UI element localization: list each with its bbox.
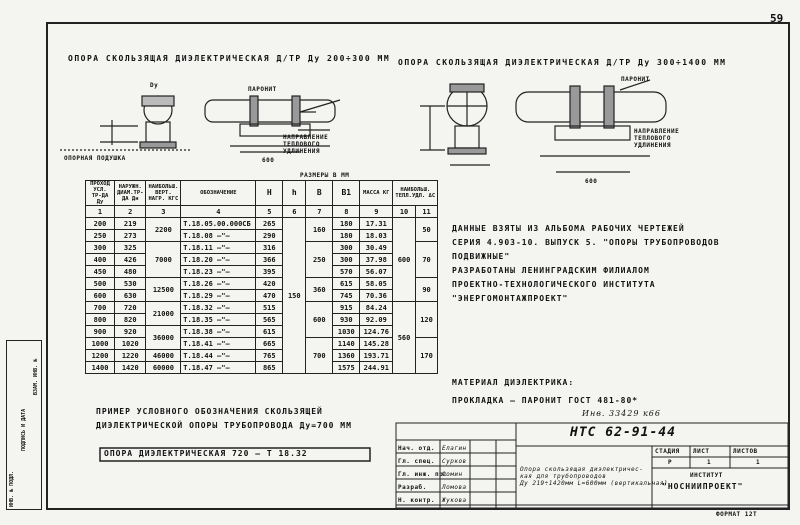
stamp-role: Гл. спец. xyxy=(398,458,436,465)
stamp-col-stage: СТАДИЯ xyxy=(655,448,680,455)
table-cell: 600 xyxy=(86,290,115,302)
table-cell: 70.36 xyxy=(360,290,393,302)
table-cell: 150 xyxy=(283,218,306,374)
right-drawing-title: ОПОРА СКОЛЬЗЯЩАЯ ДИЭЛЕКТРИЧЕСКАЯ Д/ТР Ду 300÷1400 ММ xyxy=(398,58,727,67)
table-cell: 800 xyxy=(86,314,115,326)
left-sidebar-stamp xyxy=(6,340,42,510)
table-cell: 1200 xyxy=(86,350,115,362)
table-cell: 250 xyxy=(86,230,115,242)
table-row xyxy=(86,314,438,326)
th-B: B xyxy=(306,181,333,206)
table-cell: 630 xyxy=(115,290,146,302)
material-value: ПРОКЛАДКА — ПАРОНИТ ГОСТ 481-80* xyxy=(452,396,639,405)
table-cell: 366 xyxy=(256,254,283,266)
stamp-name: Ломова xyxy=(442,484,467,491)
table-cell: 1020 xyxy=(115,338,146,350)
table-cell: 1030 xyxy=(333,326,360,338)
left-pipe-side xyxy=(205,100,335,122)
table-row xyxy=(86,242,438,254)
table-cell: Т.18.20 —"— xyxy=(181,254,256,266)
table-row xyxy=(86,266,438,278)
table-row xyxy=(86,254,438,266)
page-number: 59 xyxy=(770,12,784,25)
stamp-desc-line: Опора скользящая диэлектричес- xyxy=(520,466,644,473)
table-cell: 50 xyxy=(415,218,438,242)
left-dim-600: 600 xyxy=(262,157,275,164)
left-dim-dy: Dy xyxy=(150,82,159,89)
table-cell: 92.09 xyxy=(360,314,393,326)
handwritten-reference: Инв. 33429 к66 xyxy=(582,409,661,418)
table-cell: 193.71 xyxy=(360,350,393,362)
col-num: 10 xyxy=(393,206,416,218)
note-line: ПРОЕКТНО-ТЕХНОЛОГИЧЕСКОГО ИНСТИТУТА xyxy=(452,280,656,289)
table-cell: Т.18.08 —"— xyxy=(181,230,256,242)
table-cell: 745 xyxy=(333,290,360,302)
example-line-1: ПРИМЕР УСЛОВНОГО ОБОЗНАЧЕНИЯ СКОЛЬЗЯЩЕЙ xyxy=(96,407,323,416)
table-cell: 930 xyxy=(333,314,360,326)
table-cell: 325 xyxy=(115,242,146,254)
table-cell: 273 xyxy=(115,230,146,242)
th-B1: B1 xyxy=(333,181,360,206)
table-cell: 915 xyxy=(333,302,360,314)
stamp-desc-line: кая для трубопроводов xyxy=(520,473,607,480)
stamp-desc-line: Ду 219÷1420мм L=600мм (вертикальная) xyxy=(520,480,669,487)
th-load: НАИБОЛЬШ. ВЕРТ. НАГР. КГС xyxy=(146,181,181,206)
table-cell: 17.31 xyxy=(360,218,393,230)
col-num: 1 xyxy=(86,206,115,218)
table-cell: 7000 xyxy=(146,242,181,278)
table-cell: 180 xyxy=(333,230,360,242)
table-cell: 90 xyxy=(415,278,438,302)
table-row xyxy=(86,218,438,230)
table-cell: Т.18.05.00.000СБ xyxy=(181,218,256,230)
table-row xyxy=(86,362,438,374)
table-cell: Т.18.32 —"— xyxy=(181,302,256,314)
table-cell: 265 xyxy=(256,218,283,230)
table-cell: 420 xyxy=(256,278,283,290)
stamp-col-sheets: ЛИСТОВ xyxy=(733,448,758,455)
table-cell: 145.28 xyxy=(360,338,393,350)
table-cell: 450 xyxy=(86,266,115,278)
stamp-names xyxy=(442,442,467,507)
stamp-name: Фомин xyxy=(442,471,463,478)
material-title: МАТЕРИАЛ ДИЭЛЕКТРИКА: xyxy=(452,378,575,387)
table-cell: 219 xyxy=(115,218,146,230)
left-direction-label: НАПРАВЛЕНИЕ ТЕПЛОВОГО УДЛИНЕНИЯ xyxy=(283,134,329,155)
table-cell: 560 xyxy=(393,302,416,374)
stamp-sheets: 1 xyxy=(756,459,761,466)
col-num: 6 xyxy=(283,206,306,218)
table-cell: 300 xyxy=(333,254,360,266)
table-cell: 244.91 xyxy=(360,362,393,374)
table-cell: 1420 xyxy=(115,362,146,374)
stamp-role: Разраб. xyxy=(398,484,427,491)
stamp-col-sheet: ЛИСТ xyxy=(693,448,710,455)
table-cell: 18.03 xyxy=(360,230,393,242)
table-cell: 58.05 xyxy=(360,278,393,290)
table-cell: 120 xyxy=(415,302,438,338)
table-body xyxy=(86,218,438,374)
col-num: 2 xyxy=(115,206,146,218)
table-cell: 160 xyxy=(306,218,333,242)
table-cell: 250 xyxy=(306,242,333,278)
col-num: 9 xyxy=(360,206,393,218)
table-cell: 500 xyxy=(86,278,115,290)
table-cell: 12500 xyxy=(146,278,181,302)
stamp-role: Н. контр. xyxy=(398,497,436,504)
left-drawing-title: ОПОРА СКОЛЬЗЯЩАЯ ДИЭЛЕКТРИЧЕСКАЯ Д/ТР Ду 200÷300 ММ xyxy=(68,54,391,63)
table-cell: Т.18.29 —"— xyxy=(181,290,256,302)
table-cell: 600 xyxy=(306,302,333,338)
table-cell: 570 xyxy=(333,266,360,278)
table-cell: 37.98 xyxy=(360,254,393,266)
table-cell: 900 xyxy=(86,326,115,338)
table-cell: 56.07 xyxy=(360,266,393,278)
note-line: ДАННЫЕ ВЗЯТЫ ИЗ АЛЬБОМА РАБОЧИХ ЧЕРТЕЖЕЙ xyxy=(452,224,685,233)
note-line: СЕРИЯ 4.903-10. ВЫПУСК 5. "ОПОРЫ ТРУБОПРОВОДОВ xyxy=(452,238,720,247)
table-cell: 1360 xyxy=(333,350,360,362)
col-num: 5 xyxy=(256,206,283,218)
table-cell: 290 xyxy=(256,230,283,242)
stamp-roles xyxy=(398,442,447,507)
left-paronit-label: ПАРОНИТ xyxy=(248,86,277,93)
stamp-name: Сурков xyxy=(442,458,467,465)
table-cell: 1220 xyxy=(115,350,146,362)
table-row xyxy=(86,338,438,350)
table-cell: 665 xyxy=(256,338,283,350)
col-num: 7 xyxy=(306,206,333,218)
table-cell: 395 xyxy=(256,266,283,278)
table-cell: 600 xyxy=(393,218,416,302)
table-cell: 470 xyxy=(256,290,283,302)
table-cell: 360 xyxy=(306,278,333,302)
table-cell: 180 xyxy=(333,218,360,230)
table-cell: Т.18.11 —"— xyxy=(181,242,256,254)
table-cell: Т.18.35 —"— xyxy=(181,314,256,326)
stamp-institute-label: ИНСТИТУТ xyxy=(690,472,723,479)
th-dy: ПРОХОД УСЛ. ТР-ДА Ду xyxy=(86,181,115,206)
th-expansion: НАИБОЛЬШ. ТЕПЛ.УДЛ. ΔС xyxy=(393,181,438,206)
stamp-description xyxy=(520,466,668,487)
specification-table xyxy=(85,180,438,374)
table-cell: 21000 xyxy=(146,302,181,326)
th-h: h xyxy=(283,181,306,206)
table-cell: Т.18.23 —"— xyxy=(181,266,256,278)
table-cell: 765 xyxy=(256,350,283,362)
example-line-2: ДИЭЛЕКТРИЧЕСКОЙ ОПОРЫ ТРУБОПРОВОДА Ду=700 ММ xyxy=(96,421,352,430)
drawing-code: НТС 62-91-44 xyxy=(570,425,676,440)
table-cell: 400 xyxy=(86,254,115,266)
table-cell: 1000 xyxy=(86,338,115,350)
sidebar-label: ПОДПИСЬ И ДАТА xyxy=(21,408,27,451)
col-num: 8 xyxy=(333,206,360,218)
table-cell: 60000 xyxy=(146,362,181,374)
table-cell: 300 xyxy=(333,242,360,254)
note-line: РАЗРАБОТАНЫ ЛЕНИНГРАДСКИМ ФИЛИАЛОМ xyxy=(452,266,650,275)
table-cell: 720 xyxy=(115,302,146,314)
table-row xyxy=(86,302,438,314)
table-sizes-header: РАЗМЕРЫ В ММ xyxy=(300,172,350,179)
table-cell: 46000 xyxy=(146,350,181,362)
table-cell: Т.18.41 —"— xyxy=(181,338,256,350)
table-header-row xyxy=(86,181,438,206)
stamp-sheet: 1 xyxy=(707,459,712,466)
format-label: ФОРМАТ 12Т xyxy=(716,511,758,518)
table-cell: 565 xyxy=(256,314,283,326)
right-dim-600: 600 xyxy=(585,178,598,185)
th-dn: НАРУЖН. ДИАМ.ТР-ДА Дн xyxy=(115,181,146,206)
table-cell: Т.18.44 —"— xyxy=(181,350,256,362)
right-pipe-side xyxy=(516,92,666,122)
stamp-name: Жукова xyxy=(442,497,467,504)
right-paronit-label: ПАРОНИТ xyxy=(621,76,650,83)
table-cell: 480 xyxy=(115,266,146,278)
table-cell: 170 xyxy=(415,338,438,374)
right-direction-label: НАПРАВЛЕНИЕ ТЕПЛОВОГО УДЛИНЕНИЯ xyxy=(634,128,680,149)
table-cell: 30.49 xyxy=(360,242,393,254)
col-num: 11 xyxy=(415,206,438,218)
example-designation: ОПОРА ДИЭЛЕКТРИЧЕСКАЯ 720 — Т 18.32 xyxy=(104,449,308,458)
table-cell: 920 xyxy=(115,326,146,338)
table-cell: 316 xyxy=(256,242,283,254)
table-cell: 1575 xyxy=(333,362,360,374)
table-cell: 700 xyxy=(86,302,115,314)
col-num: 4 xyxy=(181,206,256,218)
sidebar-label: ИНВ. № ПОДЛ. xyxy=(9,470,15,507)
table-cell: 700 xyxy=(306,338,333,374)
table-cell: 1140 xyxy=(333,338,360,350)
table-cell: 530 xyxy=(115,278,146,290)
table-cell: 2200 xyxy=(146,218,181,242)
stamp-institute: "НОСНИИПРОЕКТ" xyxy=(662,482,744,491)
table-cell: 426 xyxy=(115,254,146,266)
table-cell: 865 xyxy=(256,362,283,374)
note-line: ПОДВИЖНЫЕ" xyxy=(452,252,511,261)
table-cell: 36000 xyxy=(146,326,181,350)
table-cell: Т.18.38 —"— xyxy=(181,326,256,338)
table-cell: 515 xyxy=(256,302,283,314)
note-line: "ЭНЕРГОМОНТАЖПРОЕКТ" xyxy=(452,294,569,303)
table-cell: 820 xyxy=(115,314,146,326)
table-cell: Т.18.47 —"— xyxy=(181,362,256,374)
table-cell: 84.24 xyxy=(360,302,393,314)
th-designation: ОБОЗНАЧЕНИЕ xyxy=(181,181,256,206)
table-cell: 1400 xyxy=(86,362,115,374)
table-cell: 200 xyxy=(86,218,115,230)
table-row xyxy=(86,230,438,242)
table-row xyxy=(86,326,438,338)
table-cell: 124.76 xyxy=(360,326,393,338)
stamp-stage: Р xyxy=(668,459,673,466)
table-row xyxy=(86,290,438,302)
table-cell: 615 xyxy=(333,278,360,290)
stamp-role: Гл. инж. пр. xyxy=(398,471,448,478)
source-note xyxy=(452,222,720,306)
table-number-row xyxy=(86,206,438,218)
stamp-name: Елагин xyxy=(442,445,467,452)
col-num: 3 xyxy=(146,206,181,218)
table-cell: Т.18.26 —"— xyxy=(181,278,256,290)
table-cell: 300 xyxy=(86,242,115,254)
table-row xyxy=(86,278,438,290)
left-support-pad-label: ОПОРНАЯ ПОДУШКА xyxy=(64,155,126,162)
table-cell: 615 xyxy=(256,326,283,338)
table-row xyxy=(86,350,438,362)
table-cell: 70 xyxy=(415,242,438,278)
stamp-role: Нач. отд. xyxy=(398,445,436,452)
sidebar-label: ВЗАМ. ИНВ. № xyxy=(33,358,39,395)
th-H: H xyxy=(256,181,283,206)
th-mass: МАССА КГ xyxy=(360,181,393,206)
